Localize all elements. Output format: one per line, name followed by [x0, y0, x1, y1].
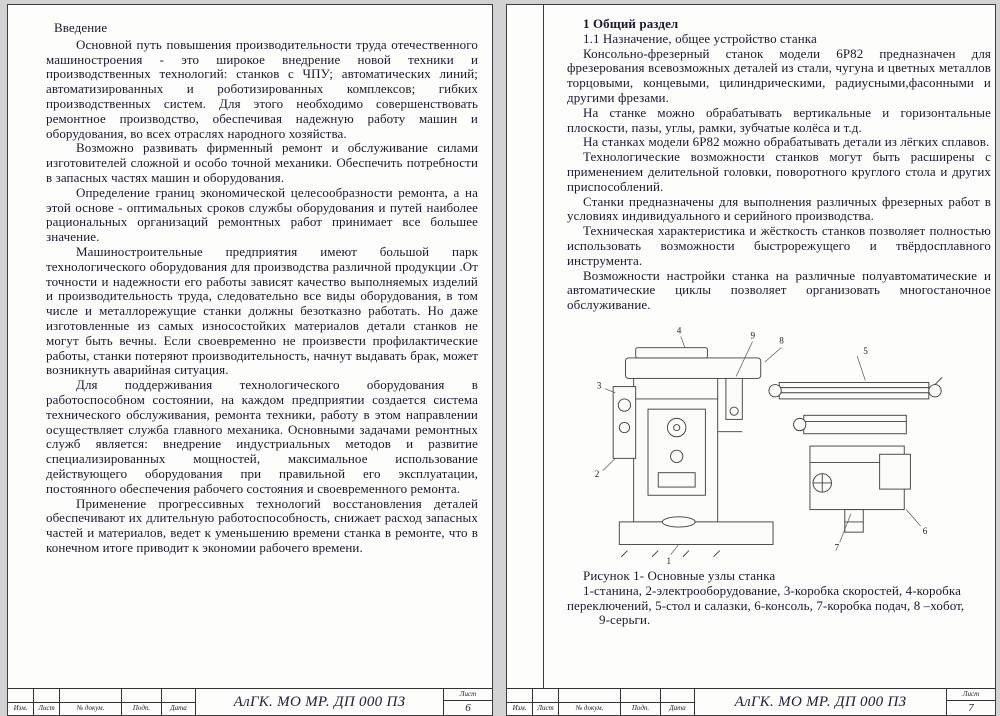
paragraph: Возможно развивать фирменный ремонт и обслуживание силами изготовителей сложной и особо точной механики. Обеспечить потребности в запасных частях машин и оборудования. [46, 140, 478, 185]
title-block [507, 688, 995, 715]
stamp-label: Подп. [631, 704, 650, 712]
paragraph: На станке можно обрабатывать вертикальные и горизонтальные плоскости, пазы, углы, рамки, зубчатые колёса и т.д. [567, 104, 991, 135]
paragraph: Возможности настройки станка на различные полуавтоматические и автоматические циклы позволяет организовать многостаночное обслуживание. [567, 267, 991, 313]
callout-6: 6 [922, 526, 928, 537]
page-number: 7 [968, 702, 974, 714]
document-page-left [7, 4, 493, 716]
stamp-label: Лист [38, 704, 55, 712]
stamp-sheet-cell [444, 689, 492, 715]
figure-caption: Рисунок 1- Основные узлы станка [583, 567, 776, 583]
subsection-heading: 1.1 Назначение, общее устройство станка [583, 30, 817, 46]
stamp-label: Изм. [512, 704, 527, 712]
paragraph: Для поддерживания технологического оборудования в работоспособном состоянии, на каждом предприятии создается система технического обслуживания, ремонта техники, работу в этом направлении осуществляет служба главного механика. Основными задачами ремонтных служб является: внедрение индустриальных методов и развитие специализированных мощностей, максимальное использование действующего оборудования при правильной его эксплуатации, постоянного обеспечения рабочего состояния и своевременного ремонта. [46, 377, 478, 496]
paragraph: Технологические возможности станков могут быть расширены с применением делительной головки, поворотного круглого стола и других приспособлений. [567, 149, 991, 194]
paragraph: Консольно-фрезерный станок модели 6Р82 предназначен для фрезерования всевозможных деталей из стали, чугуна и цветных металлов торцовыми, концевыми, цилиндрическими, радиусными,фасонными и другими фрезами. [567, 45, 991, 105]
stamp-col-list [34, 689, 60, 715]
stamp-col-podp [122, 689, 162, 715]
callout-4: 4 [676, 325, 682, 336]
stamp-col-list [533, 689, 559, 715]
document-code: АлГК. МО МР. ДП 000 ПЗ [695, 689, 947, 715]
sheet-label: Лист [444, 689, 492, 701]
callout-9: 9 [750, 330, 756, 341]
stamp-col-izm [507, 689, 533, 715]
stamp-col-izm [8, 689, 34, 715]
stamp-sheet-cell [947, 689, 995, 715]
milling-machine-drawing [571, 321, 971, 567]
callout-7: 7 [834, 542, 840, 553]
paragraph: Определение границ экономической целесообразности ремонта, а на этой основе - оптимальных сроков службы оборудования и путей наиболее рациональных организаций ремонтных работ принимает все большее значение. [46, 184, 478, 245]
stamp-label: № докум. [575, 704, 604, 712]
paragraph: На станках модели 6Р82 можно обрабатывать детали из лёгких сплавов. [583, 134, 990, 150]
stamp-col-data [661, 689, 695, 715]
document-code: АлГК. МО МР. ДП 000 ПЗ [196, 689, 444, 715]
stamp-col-podp [621, 689, 661, 715]
paragraph: Применение прогрессивных технологий восстановления деталей обеспечивают их длительную работоспособность, снижает расход запасных частей и материалов, ведет к уменьшению времени станка в ремонте, что в конечном итоге приводит к экономии рабочего времени. [46, 495, 478, 555]
paragraph: Машиностроительные предприятия имеют большой парк технологического оборудования для производства различной продукции .От точности и надежности его работы зависят качество выполняемых изделий и производительность труда, следовательно все виды оборудования, в том числе и металлорежущие станки должны безотказно работать. Но даже изготовленные из самых износостойких материалов детали станков не могут быть вечны. Если своевременно не произвести профилактические работы, станки потеряют производительность, начнут выдавать брак, может возникнуть аварийная ситуация. [46, 243, 478, 378]
sheet-label: Лист [947, 689, 995, 701]
stamp-label: Дата [170, 704, 187, 712]
paragraph: Основной путь повышения производительности труда отечественного машиностроения - это широкое внедрение новой техники и производственных технологий: станков с ЧПУ; автоматических линий; автоматизированных и роботизированных комплексов; гибких производственных систем. Для этого необходимо совершенствовать ремонтное производство, обеспечивая надежную работу машин и оборудования, во всех отраслях народного хозяйства. [46, 36, 478, 141]
figure-legend: 1-станина, 2-электрооборудование, 3-коробка скоростей, 4-коробка переключений, 5-стол и салазки, 6-консоль, 7-коробка подач, 8 –хобот, [567, 582, 965, 613]
stamp-label: № докум. [76, 704, 105, 712]
section-heading: 1 Общий раздел [583, 16, 679, 31]
stamp-label: Подп. [132, 704, 151, 712]
intro-heading: Введение [54, 20, 108, 35]
stamp-col-docnum [60, 689, 122, 715]
stamp-col-data [162, 689, 196, 715]
document-page-right [506, 4, 996, 716]
paragraph: Станки предназначены для выполнения различных фрезерных работ в условиях индивидуального и серийного производства. [567, 193, 991, 224]
stamp-label: Дата [669, 704, 686, 712]
figure-legend-continued: 9-серьги. [599, 612, 651, 628]
frame-binding-line [543, 5, 544, 688]
stamp-label: Лист [537, 704, 554, 712]
machine-figure [571, 321, 971, 567]
callout-8: 8 [779, 335, 784, 346]
stamp-label: Изм. [13, 704, 28, 712]
title-block [8, 688, 492, 715]
left-page-text [46, 21, 478, 556]
paragraph: Техническая характеристика и жёсткость станков позволяет полностью использовать возможности быстрорежущего и твёрдосплавного инструмента. [567, 223, 991, 268]
callout-3: 3 [596, 380, 602, 391]
stamp-col-docnum [559, 689, 621, 715]
callout-1: 1 [666, 555, 672, 566]
callout-2: 2 [594, 468, 600, 479]
callout-5: 5 [863, 345, 868, 356]
right-page-text [567, 17, 991, 628]
page-number: 6 [465, 702, 471, 714]
